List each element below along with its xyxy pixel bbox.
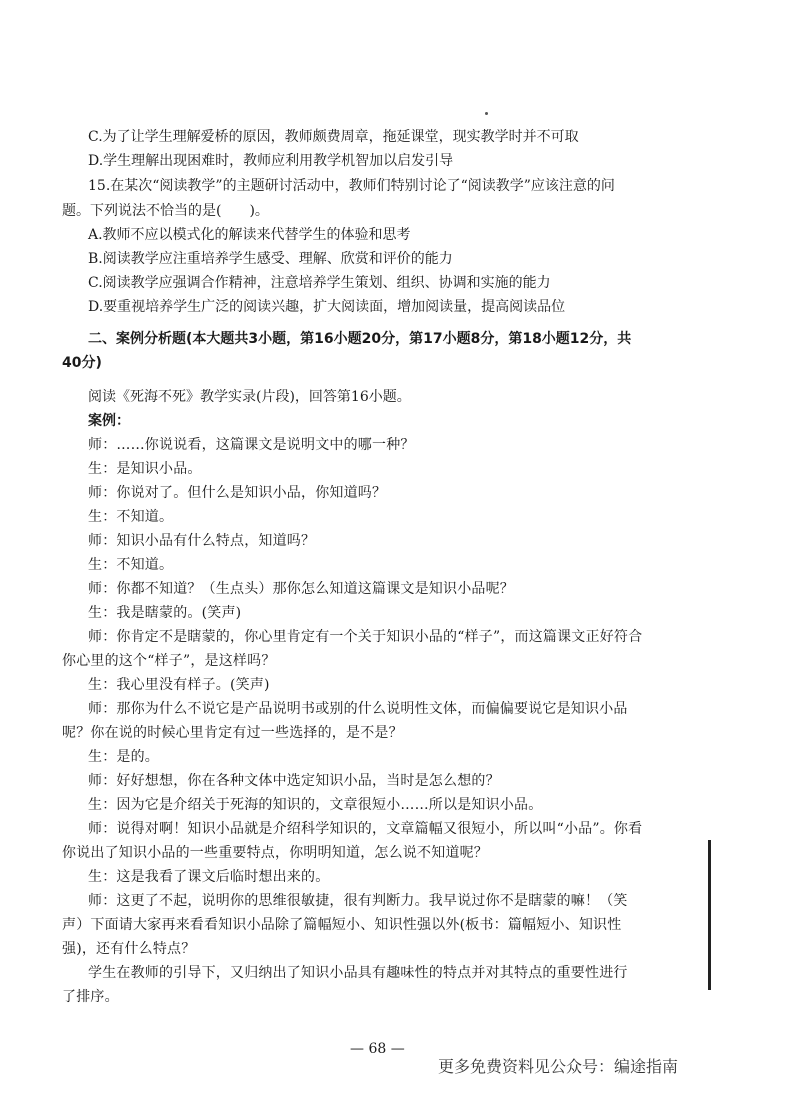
dialog-line: 师：说得对啊！知识小品就是介绍科学知识的，文章篇幅又很短小，所以叫“小品”。你看 (88, 821, 643, 837)
dialog-line: 师：那你为什么不说它是产品说明书或别的什么说明性文体，而偏偏要说它是知识小品 (88, 701, 628, 717)
dialog-line: 强)，还有什么特点？ (62, 941, 196, 957)
dialog-line: 生：是的。 (88, 749, 159, 765)
option-c-prev: C.为了让学生理解爱桥的原因，教师颇费周章，拖延课堂，现实教学时并不可取 (88, 129, 579, 145)
dialog-line: 生：这是我看了课文后临时想出来的。 (88, 869, 330, 885)
q15-option-d: D.要重视培养学生广泛的阅读兴趣，扩大阅读面，增加阅读量，提高阅读品位 (88, 299, 566, 315)
dialog-line: 生：我心里没有样子。(笑声) (88, 677, 270, 693)
option-d-prev: D.学生理解出现困难时，教师应利用教学机智加以启发引导 (88, 153, 454, 169)
section-heading-line1: 二、案例分析题(本大题共3小题，第16小题20分，第17小题8分，第18小题12分，共 (88, 331, 632, 347)
dialog-line: 学生在教师的引导下，又归纳出了知识小品具有趣味性的特点并对其特点的重要性进行 (88, 965, 628, 981)
dialog-line: 声）下面请大家再来看看知识小品除了篇幅短小、知识性强以外(板书：篇幅短小、知识性 (62, 917, 622, 933)
case-label: 案例： (88, 413, 130, 429)
dialog-line: 师：知识小品有什么特点，知道吗？ (88, 533, 316, 549)
dialog-line: 师：这更了不起，说明你的思维很敏捷，很有判断力。我早说过你不是瞎蒙的嘛！（笑 (88, 893, 628, 909)
section-heading-line2: 40分) (62, 355, 102, 371)
q15-option-b: B.阅读教学应注重培养学生感受、理解、欣赏和评价的能力 (88, 251, 453, 267)
footer-note: 更多免费资料见公众号：编途指南 (438, 1057, 679, 1076)
dialog-line: 了排序。 (62, 989, 119, 1005)
q15-option-c: C.阅读教学应强调合作精神，注意培养学生策划、组织、协调和实施的能力 (88, 275, 551, 291)
dialog-line: 师：……你说说看，这篇课文是说明文中的哪一种？ (88, 437, 415, 453)
dialog-line: 呢？你在说的时候心里肯定有过一些选择的，是不是？ (62, 725, 403, 741)
margin-rule (708, 840, 711, 990)
dialog-line: 你说出了知识小品的一些重要特点，你明明知道，怎么说不知道呢？ (62, 845, 488, 861)
dialog-line: 生：我是瞎蒙的。(笑声) (88, 605, 242, 621)
dialog-line: 师：好好想想，你在各种文体中选定知识小品，当时是怎么想的？ (88, 773, 500, 789)
q15-option-a: A.教师不应以模式化的解读来代替学生的体验和思考 (88, 227, 411, 243)
q15-stem-line2: 题。下列说法不恰当的是( )。 (62, 203, 269, 219)
dialog-line: 你心里的这个“样子”，是这样吗？ (62, 653, 276, 669)
dialog-line: 生：因为它是介绍关于死海的知识的，文章很短小……所以是知识小品。 (88, 797, 543, 813)
case-intro: 阅读《死海不死》教学实录(片段)，回答第16小题。 (88, 389, 411, 405)
dialog-line: 生：是知识小品。 (88, 461, 202, 477)
q15-stem-line1: 15.在某次“阅读教学”的主题研讨活动中，教师们特别讨论了“阅读教学”应该注意的问 (88, 178, 615, 194)
dialog-line: 师：你肯定不是瞎蒙的，你心里肯定有一个关于知识小品的“样子”，而这篇课文正好符合 (88, 629, 643, 645)
page-number: — 68 — (350, 1041, 405, 1057)
dialog-line: 师：你都不知道？（生点头）那你怎么知道这篇课文是知识小品呢？ (88, 581, 514, 597)
dialog-line: 生：不知道。 (88, 509, 174, 525)
dialog-line: 生：不知道。 (88, 557, 174, 573)
scan-speck (485, 112, 488, 115)
dialog-line: 师：你说对了。但什么是知识小品，你知道吗？ (88, 485, 387, 501)
